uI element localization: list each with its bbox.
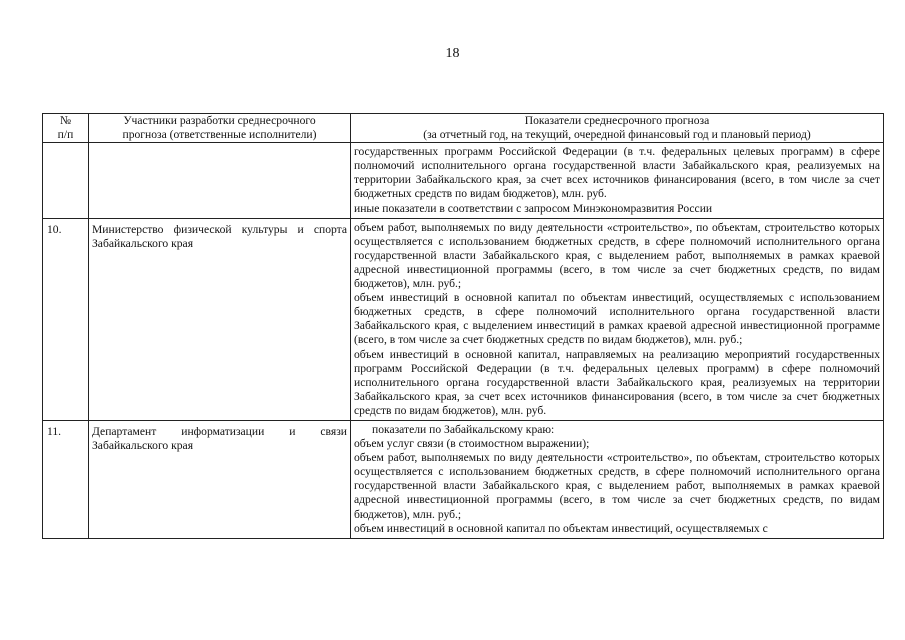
- header-indicators-line-2: (за отчетный год, на текущий, очередной финансовый год и плановый период): [423, 128, 811, 142]
- indicator-item: показатели по Забайкальскому краю:: [372, 422, 555, 436]
- row-organization: [89, 143, 351, 218]
- forecast-participants-table: [42, 113, 884, 539]
- row-number: 10.: [43, 218, 89, 420]
- indicator-item: государственных программ Российской Федерации (в т.ч. федеральных целевых программ) в сфере полномочий исполнительного органа государственной власти Забайкальского края, реализуемых на территории Забайкальского края, за счет всех источников финансирования (всего, в том числе за счет бюджетных средств по видам бюджетов), млн. руб.: [354, 145, 880, 201]
- row-number: [43, 143, 89, 218]
- header-indicators-line-1: Показатели среднесрочного прогноза: [524, 114, 710, 127]
- indicator-item: объем услуг связи (в стоимостном выражении);: [354, 437, 590, 451]
- page-number: 18: [445, 46, 460, 61]
- row-indicators: [351, 143, 884, 218]
- row-organization: Министерство физической культуры и спорта Забайкальского края: [89, 218, 351, 420]
- header-number-line-2: п/п: [57, 128, 74, 142]
- indicator-item: объем инвестиций в основной капитал по объектам инвестиций, осуществляемых с: [354, 521, 768, 535]
- header-indicators: [351, 114, 884, 143]
- row-number: 11.: [43, 420, 89, 538]
- indicator-item: иные показатели в соответствии с запросом Минэкономразвития России: [354, 201, 713, 215]
- indicator-item: объем инвестиций в основной капитал по объектам инвестиций, осуществляемых с использованием бюджетных средств, в сфере полномочий исполнительного органа государственной власти Забайкальского края, с выделением инвестиций в рамках краевой адресной инвестиционной программе (всего, в том числе за счет бюджетных средств по видам бюджетов), млн. руб.;: [354, 291, 880, 347]
- table-header-row: [43, 114, 884, 143]
- header-participants-line-2: прогноза (ответственные исполнители): [122, 128, 317, 142]
- table-row: [43, 420, 884, 538]
- table-row: [43, 218, 884, 420]
- header-number-line-1: №: [59, 114, 72, 127]
- row-indicators: [351, 218, 884, 420]
- indicator-item: объем инвестиций в основной капитал, направляемых на реализацию мероприятий государственных программ Российской Федерации (в т.ч. федеральных целевых программ) в сфере полномочий исполнительного органа государственной власти Забайкальского края, реализуемых на территории Забайкальского края, за счет всех источников финансирования (всего, в том числе за счет бюджетных средств по видам бюджетов), млн. руб.: [354, 347, 880, 417]
- indicator-item: объем работ, выполняемых по виду деятельности «строительство», по объектам, строительство которых осуществляется с использованием бюджетных средств, в сфере полномочий исполнительного органа государственной власти Забайкальского края, с выделением работ, выполняемых в рамках краевой адресной инвестиционной программы (всего, в том числе за счет бюджетных средств, по видам бюджетов), млн. руб.;: [354, 451, 880, 521]
- indicator-item: объем работ, выполняемых по виду деятельности «строительство», по объектам, строительство которых осуществляется с использованием бюджетных средств, в сфере полномочий исполнительного органа государственной власти Забайкальского края, с выделением работ, выполняемых в рамках краевой адресной инвестиционной программы (всего, в том числе за счет бюджетных средств, по видам бюджетов), млн. руб.;: [354, 220, 880, 291]
- header-participants: [89, 114, 351, 143]
- row-organization: Департамент информатизации и связи Забайкальского края: [89, 420, 351, 538]
- header-participants-line-1: Участники разработки среднесрочного: [123, 114, 316, 127]
- row-indicators: [351, 420, 884, 538]
- table-row: [43, 143, 884, 218]
- header-number: [43, 114, 89, 143]
